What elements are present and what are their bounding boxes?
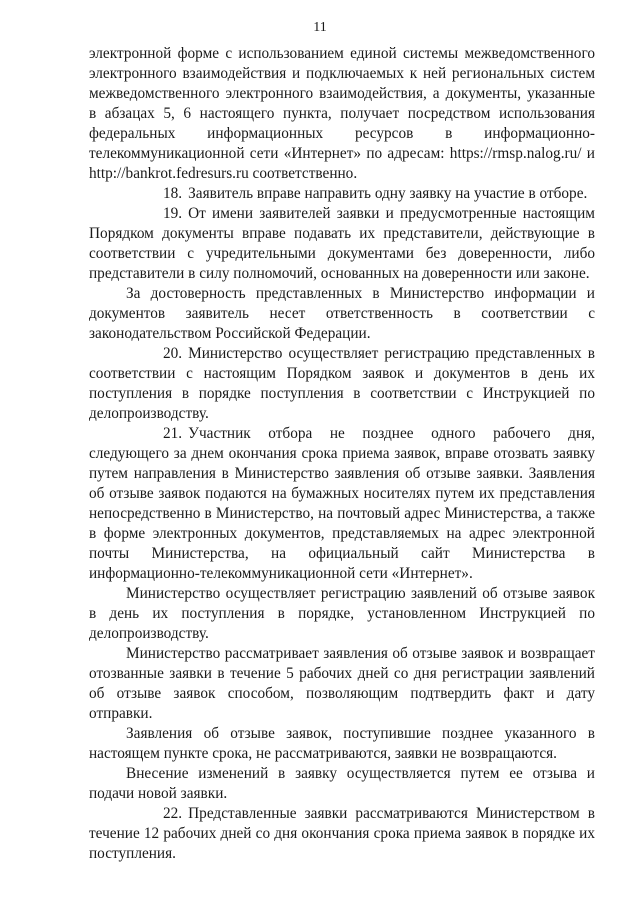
- paragraph-text: Представленные заявки рассматриваются Министерством в течение 12 рабочих дней со дня окончания срока приема заявок в порядке их поступления.: [89, 805, 595, 862]
- paragraph-19: [89, 204, 595, 284]
- paragraph-text: Участник отбора не позднее одного рабочего дня, следующего за днем окончания срока приема заявок, вправе отозвать заявку путем направления в Министерство заявления об отзыве заявки. Заявления об отзыве заявок подаются на бумажных носителях путем их представления непосредственно в Министерство, на почтовый адрес Министерства, а также в форме электронных документов, представляемых на адрес электронной почты Министерства, на официальный сайт Министерства в информационно-телекоммуникационной сети «Интернет».: [89, 425, 595, 582]
- paragraph-number: 21.: [163, 425, 183, 442]
- paragraph-number: 18.: [163, 185, 183, 202]
- paragraph-text: Министерство рассматривает заявления об отзыве заявок и возвращает отозванные заявки в течение 5 рабочих дней со дня регистрации заявлений об отзыве заявок способом, позволяющим подтвердить факт и дату отправки.: [89, 645, 595, 722]
- paragraph-text: От имени заявителей заявки и предусмотренные настоящим Порядком документы вправе подавать их представители, действующие в соответствии с учредительными документами без доверенности, либо представители в силу полномочий, основанных на доверенности или законе.: [89, 205, 595, 282]
- paragraph-text: Заявитель вправе направить одну заявку на участие в отборе.: [188, 185, 588, 202]
- paragraph-number: 22.: [163, 805, 183, 822]
- paragraph-text: За достоверность представленных в Министерство информации и документов заявитель несет ответственность в соответствии с законодательством Российской Федерации.: [89, 285, 595, 342]
- paragraph-19-continued: [89, 284, 595, 344]
- paragraph-21-late: [89, 724, 595, 764]
- paragraph-text: Заявления об отзыве заявок, поступившие позднее указанного в настоящем пункте срока, не рассматриваются, заявки не возвращаются.: [89, 725, 595, 762]
- paragraph-21: [89, 424, 595, 584]
- paragraph-continued: [89, 44, 595, 184]
- paragraph-text: Внесение изменений в заявку осуществляется путем ее отзыва и подачи новой заявки.: [89, 765, 595, 802]
- paragraph-22: [89, 804, 595, 864]
- paragraph-20: [89, 344, 595, 424]
- paragraph-21-review: [89, 644, 595, 724]
- paragraph-text: электронной форме с использованием единой системы межведомственного электронного взаимодействия и подключаемых к ней региональных систем межведомственного электронного взаимодействия, а документы, указанные в абзацах 5, 6 настоящего пункта, получает посредством использования федеральных информационных ресурсов в информационно-телекоммуникационной сети «Интернет» по адресам: https://rmsp.nalog.ru/ и http://bankrot.fedresurs.ru соответственно.: [89, 45, 595, 182]
- paragraph-number: 20.: [163, 345, 183, 362]
- paragraph-21-registration: [89, 584, 595, 644]
- paragraph-text: Министерство осуществляет регистрацию представленных в соответствии с настоящим Порядком заявок и документов в день их поступления в порядке поступления в соответствии с Инструкцией по делопроизводству.: [89, 345, 595, 422]
- page-number: 11: [313, 20, 327, 35]
- paragraph-number: 19.: [163, 205, 183, 222]
- paragraph-21-changes: [89, 764, 595, 804]
- document-body: [89, 44, 595, 864]
- paragraph-text: Министерство осуществляет регистрацию заявлений об отзыве заявок в день их поступления в порядке, установленном Инструкцией по делопроизводству.: [89, 585, 595, 642]
- paragraph-18: [89, 184, 595, 204]
